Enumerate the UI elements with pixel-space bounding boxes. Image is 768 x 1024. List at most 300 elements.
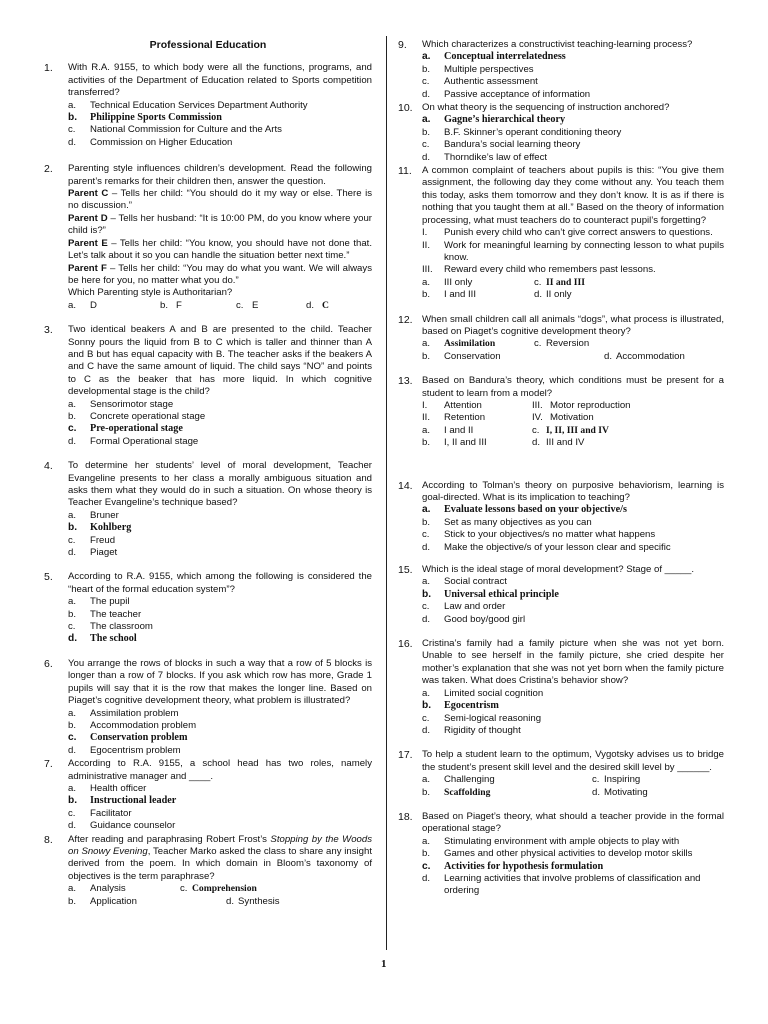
question-text: Which Parenting style is Authoritarian? [68, 287, 233, 299]
statement-text: Motor reproduction [550, 399, 631, 411]
statement-item [532, 412, 594, 424]
option-letter: d. [592, 786, 601, 798]
option-text: Semi-logical reasoning [444, 712, 542, 724]
question-12 [398, 314, 724, 364]
options-row [422, 787, 724, 799]
option-text: Technical Education Services Department Authority [90, 99, 308, 111]
option-text: Universal ethical principle [444, 588, 559, 600]
option-text: Philippine Sports Commission [90, 112, 222, 124]
right-column [398, 36, 724, 907]
roman-numeral: III. [532, 399, 543, 411]
option-a [422, 774, 592, 786]
question-text: When small children call all animals “dogs”, what process is illustrated, based on Piaget’s cognitive development theory? [422, 313, 724, 337]
option-b [422, 127, 724, 139]
question-text: Two identical beakers A and B are presented to the child. Teacher Sonny pours the liquid from B to C which is taller and thinner than A and B but has equal capacity with B. The teacher asks if the beakers A and C have the same amount of liquid. The child says “NO” and points to C as the beaker that has more liquid. In which cognitive developmental stage is the child? [68, 324, 372, 398]
remark-text: – Tells her child: “You know, you should have not done that. Let’s talk about it so you can handle the situation better next time.” [68, 237, 372, 262]
option-text: I and III [444, 289, 476, 301]
question-number: 3. [44, 324, 53, 337]
option-letter: a. [68, 707, 77, 719]
option-text: Formal Operational stage [90, 435, 199, 447]
option-letter: a. [422, 576, 431, 588]
option-text: Comprehension [192, 883, 257, 895]
question-1 [44, 62, 372, 149]
question-text: On what theory is the sequencing of instruction anchored? [422, 102, 670, 114]
option-c [422, 601, 724, 613]
statement-row [422, 412, 724, 424]
option-text: Law and order [444, 601, 506, 613]
option-letter: b. [68, 112, 78, 124]
option-letter: c. [422, 139, 430, 151]
option-letter: b. [68, 719, 77, 731]
option-letter: d. [532, 437, 541, 449]
option-letter: d. [422, 541, 431, 553]
option-b-answer [68, 522, 372, 534]
option-d [68, 137, 372, 149]
option-c [68, 808, 372, 820]
page-title: Professional Education [149, 39, 267, 51]
question-2 [44, 163, 372, 312]
option-d [68, 436, 372, 448]
option-text: Challenging [444, 774, 495, 786]
option-letter: b. [68, 410, 77, 422]
question-text: With R.A. 9155, to which body were all the functions, programs, and activities of the Department of Education related to Sports competition transferred? [68, 62, 372, 99]
option-text: Application [90, 895, 137, 907]
option-letter: a. [68, 782, 77, 794]
option-a-answer [422, 114, 724, 126]
question-number: 11. [398, 165, 412, 178]
page-number: 1 [381, 958, 387, 970]
option-d [604, 351, 685, 363]
option-b [422, 351, 604, 363]
question-number: 17. [398, 749, 413, 762]
option-letter: c. [68, 732, 77, 744]
option-letter: a. [68, 883, 77, 895]
question-number: 8. [44, 833, 53, 846]
option-text: Rigidity of thought [444, 724, 521, 736]
option-text: Bandura’s social learning theory [444, 139, 581, 151]
statement-item [422, 264, 724, 276]
question-3 [44, 324, 372, 448]
option-text: I, II, III and IV [546, 424, 609, 436]
option-text: C [322, 299, 329, 311]
option-letter: c. [180, 883, 188, 895]
option-a [422, 688, 724, 700]
question-number: 9. [398, 39, 407, 51]
question-text: Which is the ideal stage of moral development? Stage of _____. [422, 564, 694, 576]
option-b-answer [422, 787, 592, 799]
option-c-answer [68, 423, 372, 435]
option-d [534, 289, 572, 301]
parent-label: Parent C [68, 188, 109, 200]
statement-item [422, 227, 724, 239]
question-number: 15. [398, 564, 413, 577]
option-b-answer [422, 589, 724, 601]
option-a [68, 399, 372, 411]
option-letter: c. [422, 601, 430, 613]
option-letter: c. [68, 807, 76, 819]
option-text: Concrete operational stage [90, 410, 206, 422]
option-d [68, 820, 372, 832]
option-d [422, 152, 724, 164]
option-letter: d. [422, 724, 431, 736]
statement-item [422, 400, 532, 412]
question-text: You arrange the rows of blocks in such a way that a row of 5 blocks is longer than a row of 7 blocks. If you ask which row has more, Grade 1 pupils will say that it is the row that makes the longer line. Based on Piaget’s cognitive development theory, what problem is illustrated? [68, 657, 372, 707]
option-text: Freud [90, 534, 116, 546]
option-text: Guidance counselor [90, 820, 176, 832]
option-letter: a. [422, 424, 431, 436]
option-letter: c. [422, 76, 430, 88]
option-text: Commission on Higher Education [90, 136, 233, 148]
option-text: Instructional leader [90, 795, 177, 807]
parent-label: Parent D [68, 212, 108, 224]
option-b [68, 720, 372, 732]
option-text: Synthesis [238, 895, 280, 907]
option-text: The classroom [90, 621, 153, 633]
option-letter: d. [604, 350, 613, 362]
option-c [68, 535, 372, 547]
option-a [68, 783, 372, 795]
option-letter: c. [422, 860, 431, 872]
option-text: I, II and III [444, 437, 487, 449]
remark-text: – Tells her child: “You may do what you want. We will always be here for you, no matter what you do.” [68, 262, 372, 286]
option-d [422, 614, 724, 626]
option-text: National Commission for Culture and the Arts [90, 124, 282, 136]
option-text: Gagne’s hierarchical theory [444, 114, 566, 126]
parent-label: Parent F [68, 262, 107, 274]
column-divider [386, 36, 387, 950]
question-10 [398, 102, 724, 164]
question-number: 14. [398, 479, 413, 492]
option-text: Accommodation [616, 350, 685, 362]
options-row [422, 351, 724, 363]
question-text: To help a student learn to the optimum, Vygotsky advises us to bridge the student’s present skill level and the desired skill level by ______. [422, 749, 724, 773]
option-text: Motivating [604, 786, 648, 798]
question-4 [44, 460, 372, 559]
option-letter: a. [68, 398, 77, 410]
option-c [422, 529, 724, 541]
option-c-answer [68, 732, 372, 744]
option-c-answer [532, 425, 609, 437]
parent-label: Parent E [68, 237, 108, 249]
option-a-answer [422, 504, 724, 516]
options-row [422, 774, 724, 786]
option-letter: a. [422, 504, 431, 516]
option-text: E [252, 299, 259, 311]
option-letter: a. [68, 299, 77, 311]
option-c [68, 621, 372, 633]
option-text: Evaluate lessons based on your objective/s [444, 504, 627, 516]
question-16 [398, 638, 724, 737]
options-row [68, 896, 372, 908]
option-letter: c. [236, 299, 244, 311]
option-c [422, 76, 724, 88]
option-letter: a. [422, 276, 431, 288]
option-letter: c. [532, 424, 540, 436]
option-d [422, 542, 724, 554]
option-a-answer [422, 338, 534, 350]
option-a [422, 836, 724, 848]
option-text: Facilitator [90, 807, 132, 819]
question-text: Based on Bandura’s theory, which conditions must be present for a student to learn from a model? [422, 375, 724, 399]
option-text: Make the objective/s of your lesson clear and specific [444, 541, 671, 553]
option-text: Activities for hypothesis formulation [444, 860, 604, 872]
option-text: Conceptual interrelatedness [444, 51, 566, 63]
remark-text: – Tells her child: “You should do it my way or else. There is no discussion.” [68, 188, 372, 212]
option-letter: a. [422, 774, 431, 786]
option-letter: a. [68, 596, 77, 608]
option-text: II and III [546, 276, 585, 288]
question-number: 16. [398, 638, 413, 651]
roman-numeral: II. [422, 239, 430, 251]
roman-numeral: II. [422, 412, 430, 424]
option-a [422, 277, 534, 289]
option-text: Inspiring [604, 774, 641, 786]
question-text-part: , Teacher Marko asked the class to share any insight derived from the poem. In which domain in Bloom’s taxonomy of objectives is the term paraphrase? [68, 845, 372, 882]
option-d [68, 745, 372, 757]
option-b [68, 411, 372, 423]
option-text: Conservation problem [90, 732, 188, 744]
option-letter: b. [422, 437, 431, 449]
option-text: Sensorimotor stage [90, 398, 174, 410]
parent-remark [68, 188, 372, 213]
statement-row [422, 400, 724, 412]
option-text: Games and other physical activities to develop motor skills [444, 848, 693, 860]
option-text: Piaget [90, 547, 118, 559]
option-letter: a. [422, 51, 431, 63]
option-b-answer [422, 700, 724, 712]
question-number: 10. [398, 102, 413, 115]
option-text: I and II [444, 424, 474, 436]
option-b [422, 437, 532, 449]
option-text: II only [546, 289, 572, 301]
roman-numeral: I. [422, 227, 428, 239]
question-11 [398, 165, 724, 301]
option-a [422, 576, 724, 588]
option-letter: c. [422, 712, 430, 724]
option-text: Passive acceptance of information [444, 88, 591, 100]
question-number: 13. [398, 375, 413, 388]
option-letter: d. [422, 613, 431, 625]
roman-numeral: I. [422, 399, 428, 411]
option-d [422, 873, 724, 898]
option-text: Limited social cognition [444, 687, 544, 699]
options-row [422, 289, 724, 301]
option-text: Egocentrism [444, 700, 499, 712]
question-14 [398, 480, 724, 554]
option-letter: b. [422, 350, 431, 362]
option-c [592, 774, 640, 786]
option-c [422, 713, 724, 725]
option-letter: d. [306, 299, 315, 311]
option-c-answer [180, 883, 257, 895]
option-letter: c. [422, 529, 430, 541]
statement-text: Retention [444, 412, 486, 424]
option-d [422, 89, 724, 101]
option-letter: d. [68, 820, 77, 832]
option-text: Accommodation problem [90, 719, 197, 731]
option-text: D [90, 299, 97, 311]
option-text: Conservation [444, 350, 501, 362]
question-5 [44, 571, 372, 645]
parent-remark [68, 263, 372, 288]
option-text: Thorndike’s law of effect [444, 151, 548, 163]
option-letter: a. [422, 835, 431, 847]
option-a [68, 510, 372, 522]
option-a [68, 100, 372, 112]
poem-title: Stopping by the Woods on Snowy Evening [68, 833, 372, 857]
option-a [68, 708, 372, 720]
option-text: Assimilation problem [90, 707, 179, 719]
option-text: III only [444, 276, 473, 288]
option-letter: c. [534, 338, 542, 350]
option-b [160, 300, 236, 312]
statement-text: Work for meaningful learning by connecting lesson to what pupils know. [444, 239, 724, 263]
question-18 [398, 811, 724, 898]
question-7 [44, 758, 372, 832]
statement-text: Punish every child who can’t give correct answers to questions. [444, 227, 713, 239]
option-letter: b. [68, 795, 78, 807]
option-text: Assimilation [444, 338, 496, 350]
statement-item [422, 412, 532, 424]
option-b [68, 896, 226, 908]
question-number: 6. [44, 657, 53, 670]
option-a [68, 883, 180, 895]
statement-text: Motivation [550, 412, 594, 424]
option-b [422, 848, 724, 860]
option-text: Multiple perspectives [444, 63, 534, 75]
option-c-answer [534, 277, 585, 289]
question-number: 4. [44, 460, 53, 473]
question-text: A common complaint of teachers about pupils is this: “You give them assignment, the following day they come without any. You teach them this today, asks them tomorrow and they don’t know. It is as if there is nothing that you taught them at all.” Based on the theory of information processing, what must teachers do to counteract pupil’s forgetting? [422, 165, 724, 226]
question-text-part: After reading and paraphrasing Robert Frost’s [68, 833, 271, 845]
option-text: Bruner [90, 509, 119, 521]
option-d [422, 725, 724, 737]
option-letter: c. [592, 774, 600, 786]
option-text: Kohlberg [90, 522, 132, 534]
question-15 [398, 564, 724, 626]
question-intro: Parenting style influences children’s development. Read the following parent’s remarks for their children then, answer the question. [68, 163, 372, 187]
option-letter: c. [68, 621, 76, 633]
question-text: Cristina’s family had a family picture when she was not yet born. Unable to see herself in the family picture, she cried despite her mother’s explanation that she was not yet born when the family picture was taken. What does Cristina’s behavior show? [422, 638, 724, 687]
option-a [68, 300, 160, 312]
option-c [236, 300, 306, 312]
options-row [422, 277, 724, 289]
option-letter: d. [68, 435, 77, 447]
option-letter: b. [422, 588, 432, 600]
option-letter: b. [422, 700, 432, 712]
options-row [422, 338, 724, 350]
parent-remark [68, 238, 372, 263]
option-b [422, 517, 724, 529]
option-d-answer [68, 633, 372, 645]
option-a [422, 425, 532, 437]
question-text: Based on Piaget’s theory, what should a teacher provide in the formal operational stage? [422, 810, 724, 835]
option-b [422, 64, 724, 76]
question-number: 5. [44, 571, 53, 584]
option-text: The teacher [90, 608, 142, 620]
question-13 [398, 375, 724, 449]
option-b-answer [68, 112, 372, 124]
question-number: 1. [44, 62, 53, 75]
option-text: The pupil [90, 596, 130, 608]
option-letter: b. [422, 516, 431, 528]
option-letter: b. [68, 895, 77, 907]
option-text: Stimulating environment with ample objects to play with [444, 835, 680, 847]
question-6 [44, 658, 372, 757]
option-text: Analysis [90, 883, 126, 895]
option-letter: b. [160, 299, 169, 311]
question-17 [398, 749, 724, 799]
statement-text: Attention [444, 399, 482, 411]
question-text: Which characterizes a constructivist teaching-learning process? [422, 39, 693, 50]
option-letter: d. [68, 633, 78, 645]
option-letter: a. [68, 99, 77, 111]
question-text: According to Tolman’s theory on purposive behaviorism, learning is goal-directed. What is its implication to teaching? [422, 479, 724, 503]
question-text: According to R.A. 9155, which among the following is considered the “heart of the formal education system”? [68, 571, 372, 595]
roman-numeral: III. [422, 264, 433, 276]
option-letter: c. [68, 534, 76, 546]
remark-text: – Tells her husband: “It is 10:00 PM, do you know where your child is?” [68, 212, 372, 237]
option-d [68, 547, 372, 559]
option-d [592, 787, 648, 799]
option-text: Authentic assessment [444, 76, 538, 88]
options-row [68, 300, 372, 312]
option-text: Egocentrism problem [90, 744, 181, 756]
question-number: 2. [44, 163, 53, 176]
option-letter: b. [68, 522, 78, 534]
option-b [68, 609, 372, 621]
option-text: Health officer [90, 782, 147, 794]
option-letter: a. [422, 687, 431, 699]
option-letter: b. [422, 848, 431, 860]
left-column [44, 36, 372, 917]
option-text: Reversion [546, 338, 590, 350]
option-c [68, 124, 372, 136]
question-text: To determine her students’ level of moral development, Teacher Evangeline presents to her class a morally ambiguous situation and asks them what they would do in such a situation. On whose theory is Teacher Evangeline’s technique based? [68, 460, 372, 509]
option-letter: d. [422, 872, 431, 884]
option-text: Scaffolding [444, 786, 491, 798]
option-letter: b. [422, 786, 431, 798]
option-d [532, 437, 584, 449]
option-text: Stick to your objectives/s no matter what happens [444, 529, 656, 541]
option-text: F [176, 299, 182, 311]
option-text: B.F. Skinner’s operant conditioning theory [444, 126, 622, 138]
question-text: According to R.A. 9155, a school head has two roles, namely administrative manager and ____. [68, 758, 372, 782]
option-letter: b. [422, 289, 431, 301]
roman-numeral: IV. [532, 412, 543, 424]
option-letter: d. [68, 136, 77, 148]
question-number: 18. [398, 810, 413, 823]
option-letter: b. [422, 126, 431, 138]
option-b [422, 289, 534, 301]
option-letter: c. [68, 423, 77, 435]
question-text [68, 834, 372, 884]
option-c-answer [422, 861, 724, 873]
option-c [534, 338, 589, 350]
question-number: 12. [398, 313, 413, 326]
option-letter: d. [68, 547, 77, 559]
option-text: Learning activities that involve problems of classification and ordering [444, 872, 701, 897]
option-letter: a. [68, 509, 77, 521]
option-a [68, 596, 372, 608]
option-text: III and IV [546, 437, 585, 449]
option-a-answer [422, 51, 724, 63]
option-text: Good boy/good girl [444, 613, 526, 625]
option-letter: a. [422, 114, 431, 126]
option-text: Set as many objectives as you can [444, 516, 592, 528]
statement-item [422, 240, 724, 265]
statement-item [532, 400, 631, 412]
